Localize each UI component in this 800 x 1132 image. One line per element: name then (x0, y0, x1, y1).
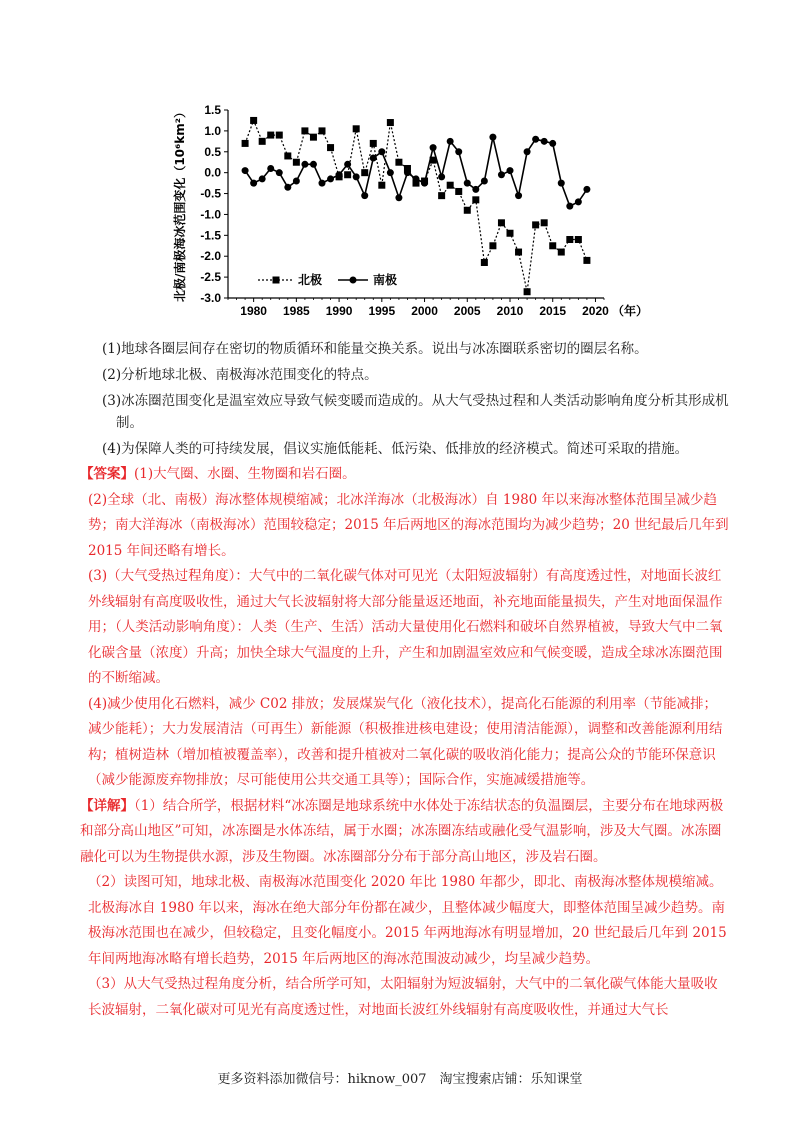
question-1: (1)地球各圈层间存在密切的物质循环和能量交换关系。说出与冰冻圈联系密切的圈层名称。 (102, 341, 648, 357)
x-tick-label: 1990 (325, 304, 353, 318)
y-tick-label: -0.5 (200, 186, 221, 201)
arctic-point (524, 288, 531, 295)
arctic-point (242, 140, 249, 147)
legend-antarctic-label: 南极 (373, 273, 398, 287)
arctic-point (489, 242, 496, 249)
antarctic-point (293, 178, 300, 185)
y-tick-label: 0.5 (204, 144, 221, 159)
series-line-antarctic (245, 137, 587, 206)
antarctic-point (438, 173, 445, 180)
y-tick-label: -2.0 (200, 249, 221, 264)
antarctic-point (575, 198, 582, 205)
x-tick-label: 2020 (582, 304, 609, 318)
antarctic-point (481, 178, 488, 185)
arctic-point (507, 230, 514, 237)
antarctic-point (327, 175, 334, 182)
y-tick-label: -2.5 (200, 270, 221, 285)
arctic-point (472, 196, 479, 203)
arctic-point (276, 132, 283, 139)
antarctic-point (301, 161, 308, 168)
arctic-point (447, 182, 454, 189)
arctic-point (558, 249, 565, 256)
arctic-point (267, 132, 274, 139)
arctic-point (583, 257, 590, 264)
arctic-point (250, 117, 257, 124)
antarctic-point (387, 169, 394, 176)
antarctic-point (515, 192, 522, 199)
legend-arctic-label: 北极 (298, 273, 323, 287)
arctic-point (575, 236, 582, 243)
detail-3: （3）从大气受热过程角度分析，结合所学可知，太阳辐射为短波辐射，大气中的二氧化碳气体能大量吸收长波辐射，二氧化碳对可见光有高度透过性，对地面长波红外线辐射有高度吸收性，并通过大气长 (88, 976, 718, 1018)
antarctic-point (489, 134, 496, 141)
antarctic-point (370, 155, 377, 162)
arctic-point (293, 159, 300, 166)
arctic-point (387, 119, 394, 126)
legend-antarctic-marker (350, 277, 357, 284)
x-tick-label: 2000 (411, 304, 438, 318)
antarctic-point (378, 148, 385, 155)
antarctic-point (524, 148, 531, 155)
arctic-point (395, 159, 402, 166)
antarctic-point (344, 161, 351, 168)
legend-arctic-marker (273, 277, 280, 284)
arctic-point (370, 140, 377, 147)
arctic-point (532, 221, 539, 228)
antarctic-point (319, 180, 326, 187)
arctic-point (284, 152, 291, 159)
antarctic-point (259, 175, 266, 182)
antarctic-point (455, 148, 462, 155)
antarctic-point (395, 194, 402, 201)
sea-ice-chart (168, 98, 648, 320)
arctic-point (327, 144, 334, 151)
antarctic-point (447, 138, 454, 145)
x-tick-label: 1995 (368, 304, 396, 318)
y-axis-label: 北极/南极海冰范围变化（10⁶km²） (173, 105, 187, 303)
x-axis-unit: （年） (612, 304, 648, 318)
question-2: (2)分析地球北极、南极海冰范围变化的特点。 (102, 367, 378, 383)
arctic-point (549, 242, 556, 249)
y-tick-label: -1.0 (200, 207, 221, 222)
y-tick-label: 0.0 (204, 165, 221, 180)
antarctic-point (413, 175, 420, 182)
arctic-point (378, 182, 385, 189)
arctic-point (464, 207, 471, 214)
answer-4: (4)减少使用化石燃料，减少 C02 排放；发展煤炭气化（液化技术），提高化石能源的利用率（节能减排；减少能耗）；大力发展清洁（可再生）新能源（积极推进核电建设；使用清洁能源），调整和改善能源利用结构；植树造林（增加植被覆盖率），改善和提升植被对二氧化碳的吸收消化能力；提高公众的节能环保意识（减少能源废弃物排放；尽可能使用公共交通工具等）；国际合作，实施减缓措施等。 (88, 695, 723, 788)
arctic-point (541, 219, 548, 226)
antarctic-point (276, 169, 283, 176)
answer-3: (3)（大气受热过程角度）：大气中的二氧化碳气体对可见光（太阳短波辐射）有高度透过性，对地面长波红外线辐射有高度吸收性，通过大气长波辐射将大部分能量返还地面，补充地面能量损失，产生对地面保温作用；（人类活动影响角度）：人类（生产、生活）活动大量使用化石燃料和破坏自然界植被，导致大气中二氧化碳含量（浓度）升高；加快全球大气温度的上升，产生和加剧温室效应和气候变暖，造成全球冰冻圈范围的不断缩减。 (88, 568, 723, 686)
detail-tag: 【详解】 (80, 797, 134, 814)
antarctic-point (361, 192, 368, 199)
answer-2: (2)全球（北、南极）海冰整体规模缩减；北冰洋海冰（北极海冰）自 1980 年以来海冰整体范围呈减少趋势；南大洋海冰（南极海冰）范围较稳定；2015 年后两地区的海冰范围均为减少趋势；20 世纪最后几年到 2015 年间还略有增长。 (88, 491, 729, 559)
y-tick-label: 1.0 (204, 123, 221, 138)
arctic-point (344, 171, 351, 178)
answer-tag: 【答案】 (80, 466, 134, 482)
arctic-point (438, 192, 445, 199)
antarctic-point (430, 144, 437, 151)
x-tick-label: 1980 (240, 304, 267, 318)
antarctic-point (583, 186, 590, 193)
antarctic-point (558, 180, 565, 187)
antarctic-point (464, 180, 471, 187)
antarctic-point (472, 186, 479, 193)
detail-2: （2）读图可知，地球北极、南极海冰范围变化 2020 年比 1980 年都少，即北、南极海冰整体规模缩减。北极海冰自 1980 年以来，海冰在绝大部分年份都在减少，且整体减少幅度大，即整体范围呈减少趋势。南极海冰范围也在减少，但较稳定，且变化幅度小。2015 年两地海冰有明显增加，20 世纪最后几年到 2015 年间两地海冰略有增长趋势，2015 年后两地区的海冰范围波动减少，均呈减少趋势。 (88, 874, 727, 967)
arctic-point (515, 249, 522, 256)
series-line-arctic (245, 120, 587, 291)
y-tick-label: -1.5 (200, 228, 221, 243)
x-tick-label: 1985 (283, 304, 310, 318)
antarctic-point (541, 138, 548, 145)
antarctic-point (310, 161, 317, 168)
arctic-point (498, 219, 505, 226)
antarctic-point (421, 180, 428, 187)
detail-1: 【详解】（1）结合所学，根据材料“冰冻圈是地球系统中水体处于冻结状态的负温圈层，主要分布在地球两极和部分高山地区”可知，冰冻圈是水体冻结，属于水圈；冰冻圈冻结或融化受气温影响，涉及大气圈。冰冻圈融化可以为生物提供水源，涉及生物圈。冰冻圈部分分布于部分高山地区，涉及岩石圈。 (80, 797, 724, 865)
arctic-point (361, 169, 368, 176)
arctic-point (301, 127, 308, 134)
question-3: (3)冰冻圈范围变化是温室效应导致气候变暖而造成的。从大气受热过程和人类活动影响角度分析其形成机 (102, 393, 729, 409)
antarctic-point (549, 140, 556, 147)
y-tick-label: 1.5 (204, 103, 221, 117)
antarctic-point (404, 169, 411, 176)
x-tick-label: 2010 (496, 304, 524, 318)
antarctic-point (250, 180, 257, 187)
antarctic-point (267, 165, 274, 172)
question-3-cont: 制。 (116, 415, 143, 431)
antarctic-point (353, 173, 360, 180)
arctic-point (455, 188, 462, 195)
arctic-point (319, 127, 326, 134)
antarctic-point (498, 171, 505, 178)
answer-block (80, 462, 730, 1023)
arctic-point (566, 236, 573, 243)
antarctic-point (284, 184, 291, 191)
antarctic-point (507, 167, 514, 174)
question-4: (4)为保障人类的可持续发展，倡议实施低能耗、低污染、低排放的经济模式。简述可采取的措施。 (102, 441, 689, 457)
x-tick-label: 2015 (539, 304, 567, 318)
y-tick-label: -3.0 (200, 291, 221, 305)
arctic-point (353, 125, 360, 132)
footer-note: 更多资料添加微信号：hiknow_007 淘宝搜索店铺：乐知课堂 (217, 1072, 583, 1087)
antarctic-point (532, 136, 539, 143)
arctic-point (310, 134, 317, 141)
arctic-point (259, 138, 266, 145)
antarctic-point (566, 203, 573, 210)
x-tick-label: 2005 (453, 304, 481, 318)
arctic-point (481, 259, 488, 266)
answer-1: 【答案】(1)大气圈、水圈、生物圈和岩石圈。 (80, 466, 356, 482)
antarctic-point (336, 171, 343, 178)
antarctic-point (242, 167, 249, 174)
